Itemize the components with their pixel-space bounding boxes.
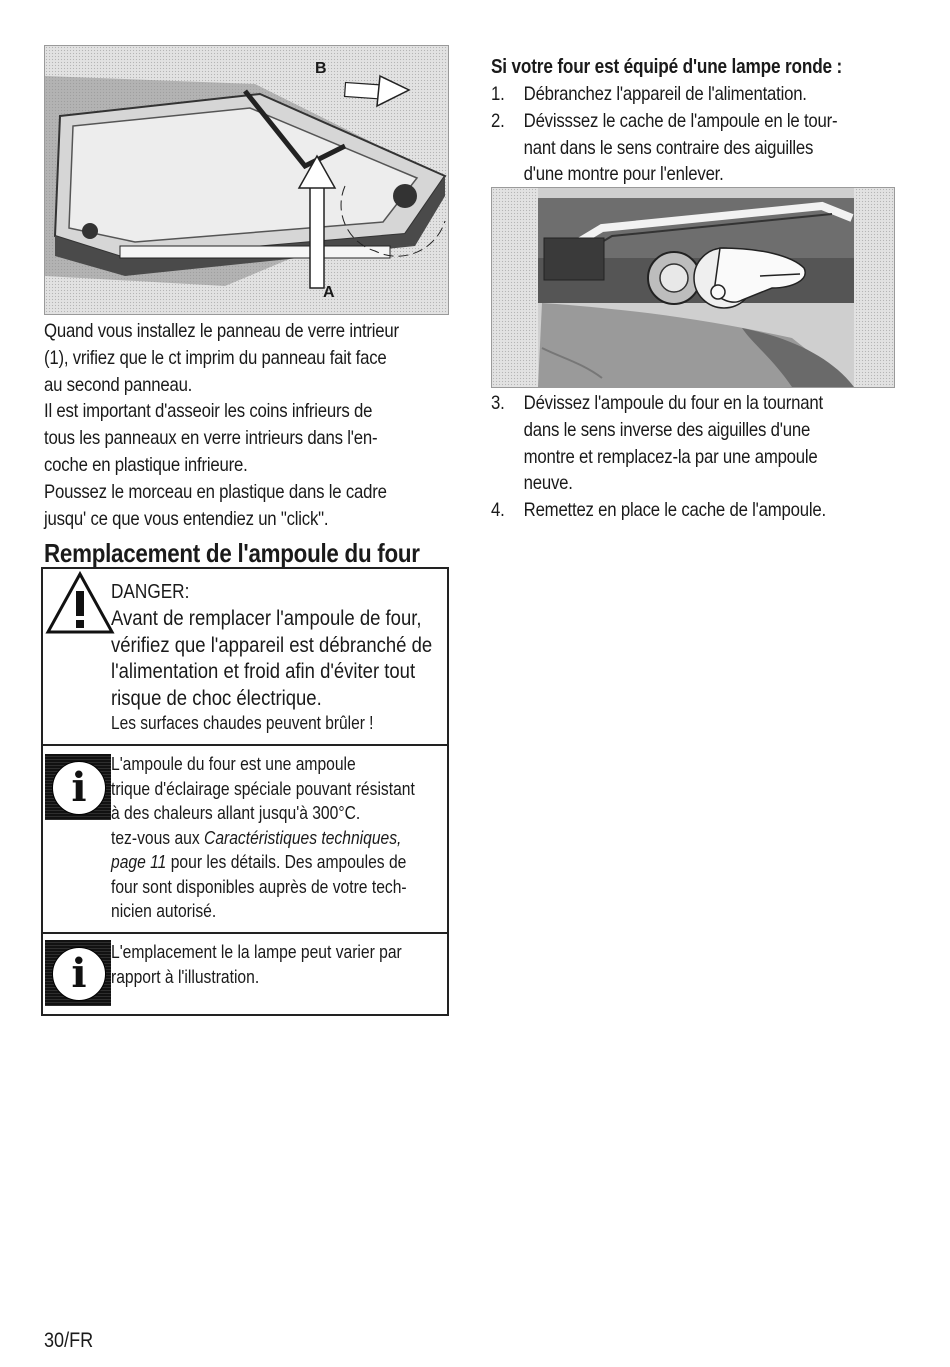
step-line: Remettez en place le cache de l'ampoule. xyxy=(523,499,826,522)
danger-line: vérifiez que l'appareil est débranché de xyxy=(111,632,433,657)
glass-panel-illustration xyxy=(45,46,448,314)
page-reference: page 11 xyxy=(111,852,167,872)
paragraph-line: Quand vous installez le panneau de verre intrieur xyxy=(44,320,399,342)
info-lamp-content xyxy=(111,940,402,989)
paragraph-line: coche en plastique infrieure. xyxy=(44,453,248,476)
danger-line: risque de choc électrique. xyxy=(111,685,322,710)
info-line: four sont disponibles auprès de votre tech- xyxy=(111,876,407,897)
danger-line: l'alimentation et froid afin d'éviter tout xyxy=(111,659,416,683)
info-line: à des chaleurs allant jusqu'à 300°C. xyxy=(111,803,361,823)
step-item xyxy=(491,497,826,524)
danger-content xyxy=(111,579,432,735)
step-item xyxy=(491,81,837,108)
notice-boxes xyxy=(41,567,449,1016)
paragraph-line: tous les panneaux en verre intrieurs dans l'en- xyxy=(44,427,378,450)
figure-label-a: A xyxy=(323,284,335,301)
paragraph-line: au second panneau. xyxy=(44,373,193,396)
lamp-cover-illustration xyxy=(492,188,894,387)
section-title: Remplacement de l'ampoule du four xyxy=(44,538,420,568)
paragraph-line: jusqu' ce que vous entendiez un "click". xyxy=(44,507,329,530)
step-line: Débranchez l'appareil de l'alimentation. xyxy=(523,83,807,105)
info-icon: i xyxy=(45,754,111,820)
page-number: 30/FR xyxy=(44,1329,94,1352)
step-item xyxy=(491,390,826,497)
steps-list-a xyxy=(491,81,837,188)
steps-list-b xyxy=(491,390,826,524)
info-reference-line: tez-vous aux Caractéristiques techniques, xyxy=(111,827,402,848)
danger-box xyxy=(43,569,447,746)
installation-paragraph xyxy=(44,318,399,532)
paragraph-line: Il est important d'asseoir les coins infrieurs de xyxy=(44,400,373,423)
step-line: dans le sens inverse des aiguilles d'une xyxy=(523,418,811,441)
glass-panel-figure xyxy=(44,45,449,315)
info-box-lamp-location xyxy=(43,934,447,1014)
step-line: Dévissez l'ampoule du four en la tournant xyxy=(523,392,823,414)
info-line: nicien autorisé. xyxy=(111,901,217,921)
paragraph-line: (1), vrifiez que le ct imprim du panneau fait face xyxy=(44,346,387,369)
tech-specs-reference: Caractéristiques techniques, xyxy=(204,827,402,848)
step-line: neuve. xyxy=(523,472,573,495)
danger-title: DANGER: xyxy=(111,581,190,603)
paragraph-line: Poussez le morceau en plastique dans le cadre xyxy=(44,480,387,503)
info-reference-line: page 11 pour les détails. Des ampoules de xyxy=(111,852,407,872)
info-icon: i xyxy=(45,940,111,1006)
step-number: 1. xyxy=(491,83,505,105)
danger-note: Les surfaces chaudes peuvent brûler ! xyxy=(111,713,374,733)
step-line: Dévisssez le cache de l'ampoule en le tour- xyxy=(523,109,838,132)
step-line: d'une montre pour l'enlever. xyxy=(523,163,724,186)
step-line: nant dans le sens contraire des aiguilles xyxy=(523,136,814,159)
step-number: 2. xyxy=(491,109,505,132)
warning-triangle-icon xyxy=(45,571,115,635)
step-number: 3. xyxy=(491,392,505,414)
danger-line: Avant de remplacer l'ampoule de four, xyxy=(111,606,422,630)
info-line: L'ampoule du four est une ampoule xyxy=(111,754,356,774)
lamp-cover-figure xyxy=(491,187,895,388)
round-lamp-heading: Si votre four est équipé d'une lampe ronde : xyxy=(491,56,843,78)
info-box-bulb xyxy=(43,746,447,934)
info-line: rapport à l'illustration. xyxy=(111,966,260,987)
figure-label-b: B xyxy=(315,60,327,77)
step-item xyxy=(491,108,837,188)
step-line: montre et remplacez-la par une ampoule xyxy=(523,445,818,468)
info-bulb-content xyxy=(111,752,415,924)
step-number: 4. xyxy=(491,499,505,522)
info-line: L'emplacement le la lampe peut varier par xyxy=(111,942,402,962)
info-line: trique d'éclairage spéciale pouvant résistant xyxy=(111,778,415,799)
